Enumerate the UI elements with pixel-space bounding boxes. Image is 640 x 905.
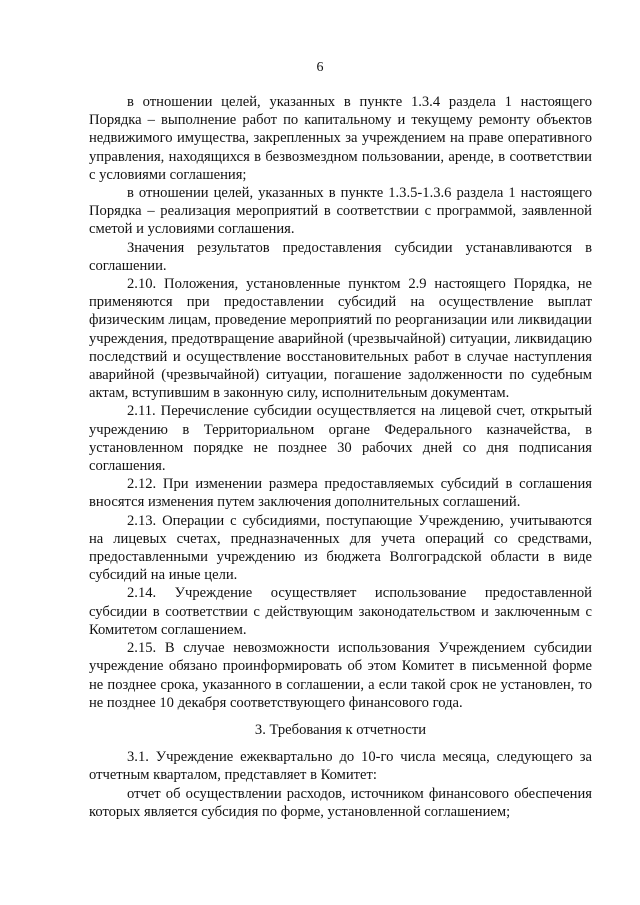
paragraph-2-13: 2.13. Операции с субсидиями, поступающие Учреждению, учитываются на лицевых счетах, предназначенных для учета операций со средствами, предоставленными учреждению из бюджета Волгоградской области в виде субсидий на иные цели. [89, 512, 592, 584]
paragraph-3-1: 3.1. Учреждение ежеквартально до 10-го числа месяца, следующего за отчетным кварталом, представляет в Комитет: [89, 749, 592, 784]
paragraph-2-10: 2.10. Положения, установленные пунктом 2.9 настоящего Порядка, не применяются при предоставлении субсидий на осуществление выплат физическим лицам, проведение мероприятий по реорганизации или ликвидации учреждения, предотвращение аварийной (чрезвычайной) ситуации, ликвидацию последствий и осуществление восстановительных работ в случае наступления аварийной (чрезвычайной) ситуации, погашение задолженности по судебным актам, вступившим в законную силу, исполнительным документам. [89, 276, 592, 402]
paragraph-2-12: 2.12. При изменении размера предоставляемых субсидий в соглашения вносятся изменения путем заключения дополнительных соглашений. [89, 476, 592, 511]
paragraph-program-events: в отношении целей, указанных в пункте 1.3.5-1.3.6 раздела 1 настоящего Порядка – реализация мероприятий в соответствии с программой, заявленной сметой и условиями соглашения. [89, 185, 592, 238]
paragraph-2-15: 2.15. В случае невозможности использования Учреждением субсидии учреждение обязано проинформировать об этом Комитет в письменной форме не позднее срока, указанного в соглашении, а если такой срок не установлен, то не позднее 10 декабря соответствующего финансового года. [89, 640, 592, 711]
paragraph-result-values: Значения результатов предоставления субсидии устанавливаются в соглашении. [89, 239, 592, 274]
page-number: 6 [316, 60, 324, 75]
section-heading: 3. Требования к отчетности [254, 721, 427, 738]
paragraph-repair-works: в отношении целей, указанных в пункте 1.3.4 раздела 1 настоящего Порядка – выполнение работ по капитальному и текущему ремонту объектов недвижимого имущества, закрепленных за учреждением на праве оперативного управления, находящихся в безвозмездном пользовании, аренде, в соответствии с условиями соглашения; [89, 94, 592, 183]
paragraph-expense-report: отчет об осуществлении расходов, источником финансового обеспечения которых является субсидия по форме, установленной соглашением; [89, 785, 592, 820]
paragraph-2-11: 2.11. Перечисление субсидии осуществляется на лицевой счет, открытый учреждению в Территориальном органе Федерального казначейства, в установленном порядке не позднее 30 рабочих дней со дня подписания соглашения. [89, 403, 592, 475]
document-body [89, 93, 592, 821]
paragraph-2-14: 2.14. Учреждение осуществляет использование предоставленной субсидии в соответствии с действующим законодательством и заключенным с Комитетом соглашением. [89, 585, 592, 638]
